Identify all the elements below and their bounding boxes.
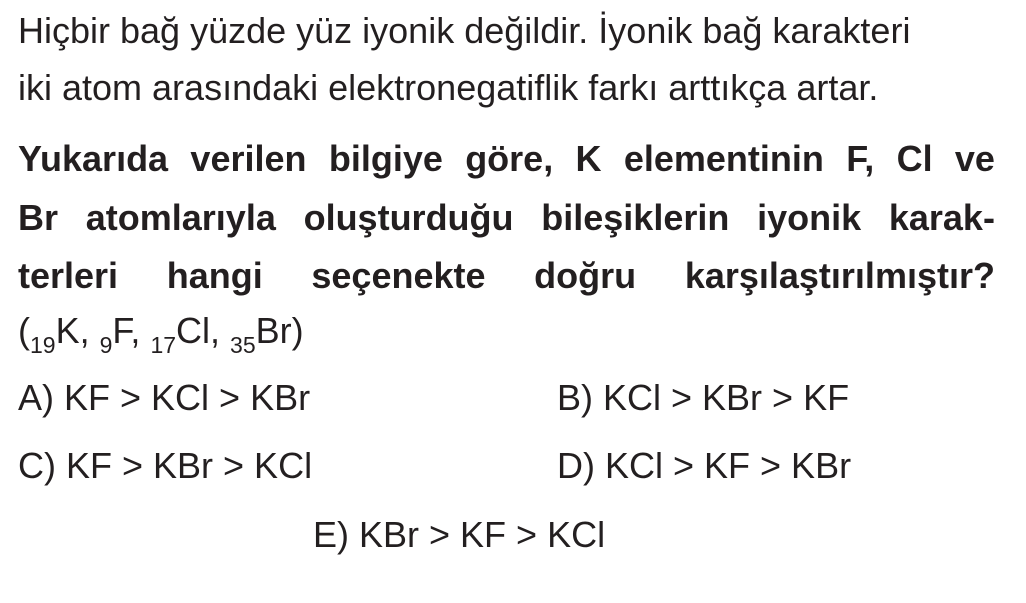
atomic-number: 17 xyxy=(150,332,177,358)
element-symbol: Cl xyxy=(176,310,211,351)
question-line-3 xyxy=(18,255,995,296)
question-word: F, xyxy=(846,138,875,179)
atomic-numbers: ($_{19}K$, $_9$F, $_{17}$Cl, $_{35}$Br) xyxy=(18,310,304,358)
option-c[interactable]: C) KF > KBr > KCl xyxy=(18,445,313,486)
question-word: Cl xyxy=(896,138,933,179)
question-word: terleri xyxy=(18,255,119,296)
info-text-line-2: iki atom arasındaki elektronegatiflik farkı arttıkça artar. xyxy=(18,67,879,108)
question-word: Br xyxy=(18,197,59,238)
question-word: iyonik xyxy=(757,197,862,238)
element-symbol: K xyxy=(55,310,80,351)
question-word: atomlarıyla xyxy=(85,197,276,238)
option-d[interactable]: D) KCl > KF > KBr xyxy=(557,445,852,486)
question-word: seçenekte xyxy=(311,255,486,296)
atomic-number: 19 xyxy=(30,332,56,358)
separator: , xyxy=(130,310,151,351)
question-line-2 xyxy=(18,197,995,238)
separator: , xyxy=(210,310,231,351)
question-word: K xyxy=(575,138,602,179)
question-word: doğru xyxy=(534,255,637,296)
question-word: oluşturduğu xyxy=(303,197,514,238)
separator: , xyxy=(79,310,100,351)
element-symbol: Br xyxy=(255,310,292,351)
element-symbol: F xyxy=(112,310,131,351)
question-word: bilgiye xyxy=(328,138,443,179)
atomic-number: 35 xyxy=(230,332,256,358)
question-word: karşılaştırılmıştır? xyxy=(684,255,995,296)
question-line-1 xyxy=(18,138,995,179)
question-word: Yukarıda xyxy=(18,138,169,179)
question-word: göre, xyxy=(465,138,554,179)
option-e[interactable]: E) KBr > KF > KCl xyxy=(313,514,606,555)
option-a[interactable]: A) KF > KCl > KBr xyxy=(18,377,311,418)
question-word: hangi xyxy=(166,255,263,296)
question-word: bileşiklerin xyxy=(541,197,730,238)
info-text-line-1: Hiçbir bağ yüzde yüz iyonik değildir. İyonik bağ karakteri xyxy=(18,10,911,51)
question-word: karak- xyxy=(888,197,995,238)
atomic-number: 9 xyxy=(99,332,113,358)
option-b[interactable]: B) KCl > KBr > KF xyxy=(557,377,850,418)
question-word: elementinin xyxy=(623,138,824,179)
question-word: verilen xyxy=(190,138,307,179)
question-word: ve xyxy=(954,138,995,179)
